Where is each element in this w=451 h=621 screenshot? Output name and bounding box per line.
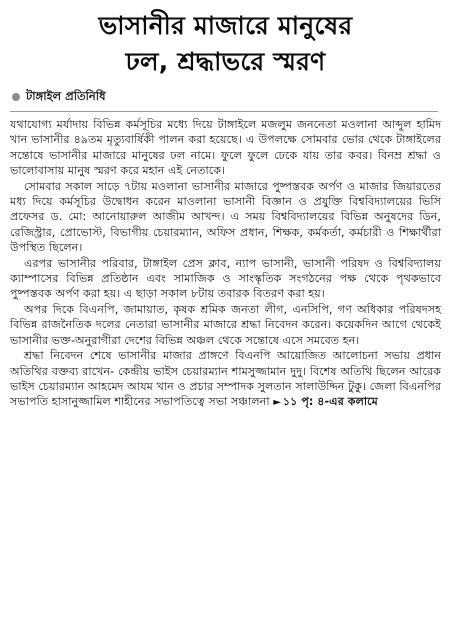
paragraph-2: সোমবার সকাল সাড়ে ৭টায় মওলানা ভাসানীর মাজারে পুষ্পস্তবক অর্পণ ও মাজার জিয়ারতের মধ্য দিয়ে কর্মসূচির উদ্বোধন করেন মাওলানা ভাসানী বিজ্ঞান ও প্রযুক্তি বিশ্ববিদ্যালয়ের ভিসি প্রফেসর ড. মো: আনোয়ারুল আজীম আখন্দ। এ সময় বিশ্ববিদ্যালয়ের বিভিন্ন অনুষদের ডিন, রেজিস্ট্রার, প্রোভোস্ট, বিভাগীয় চেয়ারম্যান, অফিস প্রধান, শিক্ষক, কর্মকর্তা, কর্মচারী ও শিক্ষার্থীরা উপস্থিত ছিলেন। [10,179,441,255]
divider [10,111,438,112]
article-body [10,117,441,411]
headline-line-1: ভাসানীর মাজারে মানুষের [98,11,353,40]
byline: টাঙ্গাইল প্রতিনিধি [26,88,106,103]
paragraph-5-text: শ্রদ্ধা নিবেদন শেষে ভাসানীর মাজার প্রাঙ্গণে বিএনপি আয়োজিত আলোচনা সভায় প্রধান অতিথির বক্তব্য রাখেন- কেন্দ্রীয় ভাইস চেয়ারম্যান শামসুজ্জামান দুদু। বিশেষ অতিথি ছিলেন আরেক ভাইস চেয়ারম্যান আহমেদ আযম খান ও প্রচার সম্পাদক সুলতান সালাউদ্দিন টুকু। জেলা বিএনপির সভাপতি হাসানুজ্জামিল শাহীনের সভাপতিত্বে সভা সঞ্চালনা [10,349,441,409]
paragraph-1: যথাযোগ্য মর্যাদায় বিভিন্ন কর্মসূচির মধ্যে দিয়ে টাঙ্গাইলে মজলুম জননেতা মওলানা আব্দুল হামিদ খান ভাসানীর ৪৯তম মৃত্যুবার্ষিকী পালন করা হয়েছে। এ উপলক্ষে সোমবার ভোর থেকে টাঙ্গাইলের সন্তোষে ভাসানীর মাজারে মানুষের ঢল নামে। ফুলে ফুলে ঢেকে যায় তার কবর। বিনম্র শ্রদ্ধা ও ভালোবাসায় মানুষ স্মরণ করে মহান এই নেতাকে। [10,118,441,178]
continued-link[interactable] [273,395,378,408]
byline-row [10,88,441,106]
paragraph-4: অপর দিকে বিএনপি, জামায়াত, কৃষক শ্রমিক জনতা লীগ, এনসিপি, গণ অধিকার পরিষদসহ বিভিন্ন রাজনৈতিক দলের নেতারা ভাসানীর মাজারে শ্রদ্ধা নিবেদন করেন। কয়েকদিন আগে থেকেই ভাসানীর ভক্ত-অনুরাগীরা দেশের বিভিন্ন অঞ্চল থেকে সন্তোষে এসে সমবেত হন। [10,302,441,347]
paragraph-5 [10,348,441,411]
paragraph-3: এরপর ভাসানীর পরিবার, টাঙ্গাইল প্রেস ক্লাব, ন্যাপ ভাসানী, ভাসানী পরিষদ ও বিশ্ববিদ্যালয় ক্যাম্পাসের বিভিন্ন প্রতিষ্ঠান এবং সামাজিক ও সাংস্কৃতিক সংগঠনের পক্ষ থেকে পৃথকভাবে পুষ্পস্তবক অর্পণ করা হয়। এ ছাড়া সকাল ৮টায় তবারক বিতরণ করা হয়। [10,256,441,301]
headline [10,8,441,80]
headline-line-2: ঢল, শ্রদ্ধাভরে স্মরণ [125,47,326,76]
arrow-icon: ► [273,397,281,409]
bullet-icon [12,93,20,101]
continued-label: ১১ পৃ: ৪-এর কলামে [282,395,378,409]
